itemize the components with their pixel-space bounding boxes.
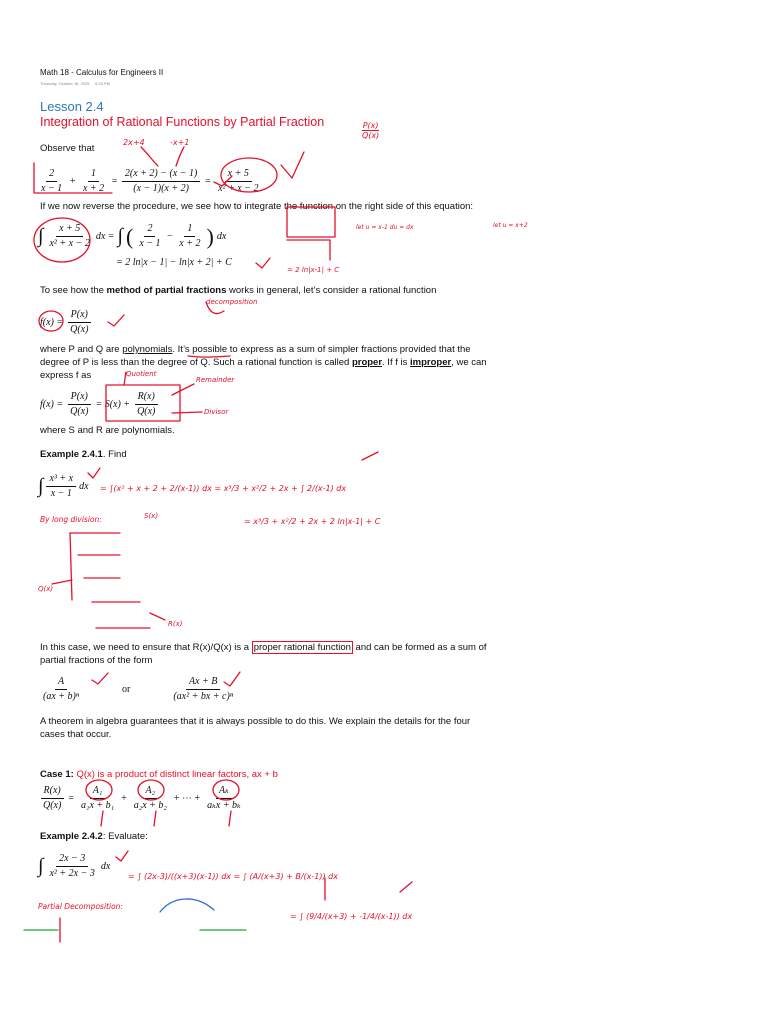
ink-r-arrow: [150, 613, 165, 620]
method-text: To see how the method of partial fractions works in general, let’s consider a rational function: [40, 285, 437, 296]
integral-sign: ∫: [38, 225, 44, 247]
equals-sign: =: [111, 176, 118, 187]
ink-side-bracket: [287, 240, 330, 260]
ink-div-vline: [70, 533, 72, 600]
r-over-q: $\frac{R(x)}{Q(x)}$: [134, 390, 158, 419]
hw-ex2-line2: = ∫ (9/4/(x+3) + -1/4/(x-1)) dx: [290, 912, 413, 921]
ink-q-arrow: [52, 580, 72, 584]
lesson-number: Lesson 2.4: [40, 99, 104, 114]
example-1-integral: ∫ $\frac{\text{x³ + x}}{x - 1}$ dx: [38, 473, 89, 499]
hw-substitution-2: let u = x+2: [493, 222, 528, 229]
hw-long-division: By long division:: [40, 515, 102, 524]
f-of-x-2: f(x) =: [40, 399, 64, 410]
case-1-heading: Case 1: Q(x) is a product of distinct linear factors, ax + b: [40, 769, 278, 780]
partial-fraction-forms: [40, 675, 236, 704]
dx-equals: dx =: [95, 231, 115, 242]
paren-close: ): [206, 223, 214, 249]
observe-text: Observe that: [40, 143, 95, 154]
frac-combined: $\frac{2(x + 2) - (x - 1)}{(x - 1)(x + 2)}$: [122, 167, 200, 196]
or-text: or: [122, 684, 131, 695]
course-title: Math 18 - Calculus for Engineers II: [40, 68, 164, 77]
ink-arrow-3: [362, 452, 378, 460]
ink-arrow-1: [141, 147, 158, 166]
hw-minus-x-plus-1: -x+1: [170, 138, 190, 147]
p-over-q: $\frac{P(x)}{Q(x)}$: [67, 308, 91, 337]
equation-2: [38, 222, 226, 251]
theorem-text: A theorem in algebra guarantees that it is always possible to do this. We explain the details for the four cases that occur.: [40, 716, 471, 740]
hw-result-line: = 2 ln|x-1| + C: [287, 266, 340, 274]
case-1-equation: $\frac{R(x)}{Q(x)}$ = $\frac{\text{A₁}}{\text{a₁x + b₁}}$ + $\frac{\text{A₂}}{\text{a₂x + b₂}}$ + ⋯ + $\frac{\text{Aₖ}}{\text{aₖx + bₖ}}$: [40, 784, 244, 813]
ink-check-8: [116, 851, 128, 861]
ink-arrow-2: [176, 147, 184, 166]
hw-s-of-x: S(x): [144, 512, 159, 520]
hw-ex1-line1: = ∫(x² + x + 2 + 2/(x-1)) dx = x³/3 + x²/2 + 2x + ∫ 2/(x-1) dx: [100, 484, 347, 493]
hw-p-over-q: P(x) Q(x): [362, 121, 380, 140]
dx: dx: [216, 231, 227, 242]
equation-1: [38, 167, 261, 196]
form-linear: $\frac{A}{\text{(ax + b)ⁿ}}$: [43, 676, 79, 702]
equation-2-result: = 2 ln|x − 1| − ln|x + 2| + C: [116, 257, 232, 268]
frac-2-over-x-1: $\frac{2}{x - 1}$: [41, 168, 63, 194]
hw-quotient: Quotient: [126, 370, 157, 378]
f-of-x: f(x) =: [40, 317, 64, 328]
hw-decomposition: decomposition: [206, 298, 258, 306]
integral-sign-2: ∫: [117, 225, 124, 247]
hw-substitution-1: let u = x-1 du = dx: [356, 224, 414, 231]
hw-divisor: Divisor: [204, 408, 229, 416]
ink-check-4: [108, 315, 124, 326]
ink-blue-arc: [160, 899, 214, 912]
example-1-heading: Example 2.4.1. Find: [40, 449, 127, 460]
term-1-over-x-2: $\frac{1}{x + 2}$: [179, 223, 201, 249]
frac-result: $\frac{x + 5}{\text{x² + x − 2}}$: [218, 168, 259, 194]
hw-ex1-line2: = x³/3 + x²/2 + 2x + 2 ln|x-1| + C: [244, 517, 381, 526]
proper-rational-box: proper rational function: [253, 642, 351, 653]
integrand: $\frac{x + 5}{\text{x² + x − 2}}$: [49, 223, 90, 249]
hw-2x-plus-4: 2x+4: [123, 138, 145, 147]
hw-partial-decomposition: Partial Decomposition:: [38, 902, 123, 911]
ink-check-5: [88, 468, 100, 478]
equals-s-plus: = S(x) +: [95, 399, 131, 410]
ink-arrow-a2: [154, 811, 156, 826]
minus-sign: −: [166, 231, 174, 242]
hw-q-of-x: Q(x): [38, 585, 54, 593]
ink-remainder-line: [172, 384, 194, 395]
equals-sign-2: =: [204, 176, 212, 187]
time-text: 5:33 PM: [95, 81, 110, 86]
ink-check-9: [400, 882, 412, 892]
hw-remainder: Remainder: [196, 376, 235, 384]
example-2-heading: Example 2.4.2: Evaluate:: [40, 831, 148, 842]
ink-check-1: [281, 152, 304, 178]
date-stamp: [40, 81, 110, 86]
lesson-title: Integration of Rational Functions by Partial Fraction: [40, 115, 325, 129]
ink-divisor-line: [172, 412, 202, 413]
date-text: Thursday, October 16, 2025: [40, 81, 90, 86]
polynomial-text: where P and Q are polynomials. It’s possible to express as a sum of simpler fractions provided that the degree of P is less than the degree of Q. Such a rational function is called proper. If f is improper, we can express f as: [40, 344, 487, 381]
form-quadratic: $\frac{Ax + B}{\text{(ax² + bx + c)ⁿ}}$: [173, 676, 233, 702]
hw-r-of-x: R(x): [168, 620, 183, 628]
plus-sign: +: [69, 176, 76, 187]
ink-arrow-ak: [229, 811, 231, 826]
case-text: In this case, we need to ensure that R(x)/Q(x) is a proper rational function and can be formed as a sum of partial fractions of the form: [40, 642, 487, 666]
term-2-over-x-1: $\frac{2}{x - 1}$: [139, 223, 161, 249]
equation-4: [40, 390, 158, 419]
reverse-text: If we now reverse the procedure, we see how to integrate the function on the right side of this equation:: [40, 201, 474, 212]
equation-3: [40, 308, 91, 337]
ink-arrow-a1: [101, 811, 103, 826]
hw-ex2-line: = ∫ (2x-3)/((x+3)(x-1)) dx = ∫ (A/(x+3) + B/(x-1)) dx: [128, 872, 338, 881]
where-s-r-text: where S and R are polynomials.: [40, 425, 175, 436]
paren-open: (: [126, 223, 134, 249]
ink-check-3: [256, 258, 270, 268]
p-over-q-2: $\frac{P(x)}{Q(x)}$: [67, 390, 91, 419]
example-2-integral: ∫ $\frac{2x - 3}{\text{x² + 2x − 3}}$ dx: [38, 853, 111, 879]
frac-1-over-x-2: $\frac{1}{x + 2}$: [82, 168, 105, 194]
method-bold: method of partial fractions: [106, 285, 227, 296]
